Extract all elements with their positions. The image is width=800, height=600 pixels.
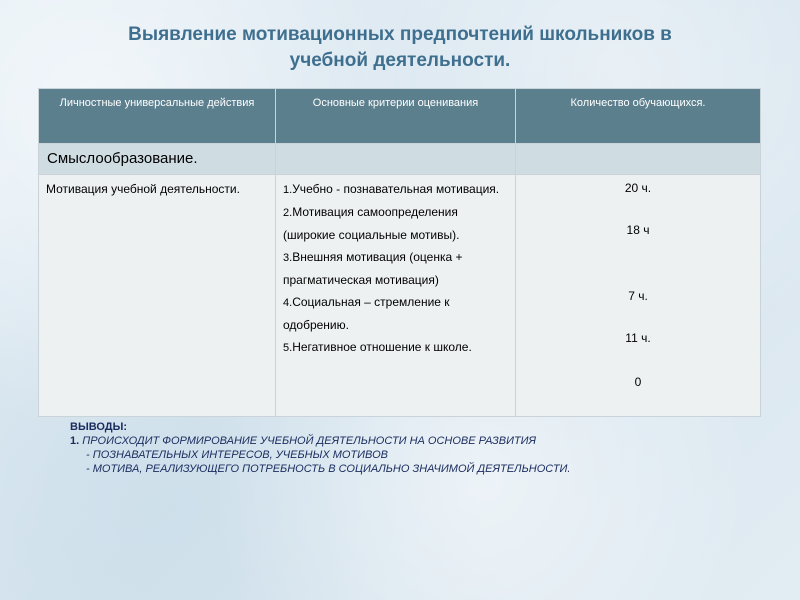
conclusion-subitem: - ПОЗНАВАТЕЛЬНЫХ ИНТЕРЕСОВ, УЧЕБНЫХ МОТИВОВ bbox=[86, 449, 389, 461]
section-cell bbox=[39, 144, 276, 175]
criteria-number: 2. bbox=[283, 207, 293, 219]
slide-title-line1: Выявление мотивационных предпочтений школьников в bbox=[128, 24, 672, 45]
slide-title bbox=[60, 22, 740, 74]
count-value: 0 bbox=[634, 375, 642, 389]
conclusion-item bbox=[70, 434, 760, 448]
conclusion-subitem: - МОТИВА, РЕАЛИЗУЮЩЕГО ПОТРЕБНОСТЬ В СОЦИАЛЬНО ЗНАЧИМОЙ ДЕЯТЕЛЬНОСТИ. bbox=[86, 463, 571, 475]
criteria-item bbox=[283, 246, 508, 291]
criteria-text: Учебно - познавательная мотивация. bbox=[292, 182, 500, 196]
criteria-cell bbox=[276, 175, 516, 417]
conclusion-number: 1. bbox=[70, 435, 80, 447]
counts-list bbox=[523, 178, 753, 408]
criteria-table bbox=[38, 88, 761, 417]
section-label: Смыслообразование. bbox=[47, 150, 198, 167]
criteria-text: Социальная – стремление к одобрению. bbox=[283, 295, 450, 332]
action-text: Мотивация учебной деятельности. bbox=[46, 182, 240, 196]
criteria-item bbox=[283, 291, 508, 336]
criteria-number: 1. bbox=[283, 184, 293, 196]
criteria-item bbox=[283, 178, 508, 201]
header-actions: Личностные универсальные действия bbox=[39, 89, 276, 144]
criteria-number: 5. bbox=[283, 342, 293, 354]
header-count: Количество обучающихся. bbox=[516, 89, 761, 144]
count-value: 20 ч. bbox=[624, 181, 652, 195]
slide-title-line2: учебной деятельности. bbox=[289, 50, 511, 71]
table-row bbox=[39, 175, 761, 417]
count-cell bbox=[516, 175, 761, 417]
criteria-text: Негативное отношение к школе. bbox=[292, 340, 472, 354]
criteria-item bbox=[283, 336, 508, 359]
criteria-number: 3. bbox=[283, 252, 293, 264]
criteria-item bbox=[283, 201, 508, 246]
section-empty-cell bbox=[276, 144, 516, 175]
section-row bbox=[39, 144, 761, 175]
conclusions-block bbox=[70, 420, 760, 476]
criteria-text: Внешняя мотивация (оценка + прагматическая мотивация) bbox=[283, 250, 463, 287]
header-criteria: Основные критерии оценивания bbox=[276, 89, 516, 144]
criteria-list bbox=[283, 178, 508, 359]
count-value: 11 ч. bbox=[625, 331, 651, 345]
section-empty-cell bbox=[516, 144, 761, 175]
conclusion-text: ПРОИСХОДИТ ФОРМИРОВАНИЕ УЧЕБНОЙ ДЕЯТЕЛЬНОСТИ НА ОСНОВЕ РАЗВИТИЯ bbox=[82, 435, 537, 447]
conclusions-heading: ВЫВОДЫ: bbox=[70, 421, 128, 433]
criteria-text: Мотивация самоопределения (широкие социальные мотивы). bbox=[283, 205, 460, 242]
count-value: 7 ч. bbox=[628, 289, 648, 303]
action-cell bbox=[39, 175, 276, 417]
table-header-row bbox=[39, 89, 761, 144]
criteria-number: 4. bbox=[283, 297, 293, 309]
count-value: 18 ч bbox=[626, 223, 650, 237]
